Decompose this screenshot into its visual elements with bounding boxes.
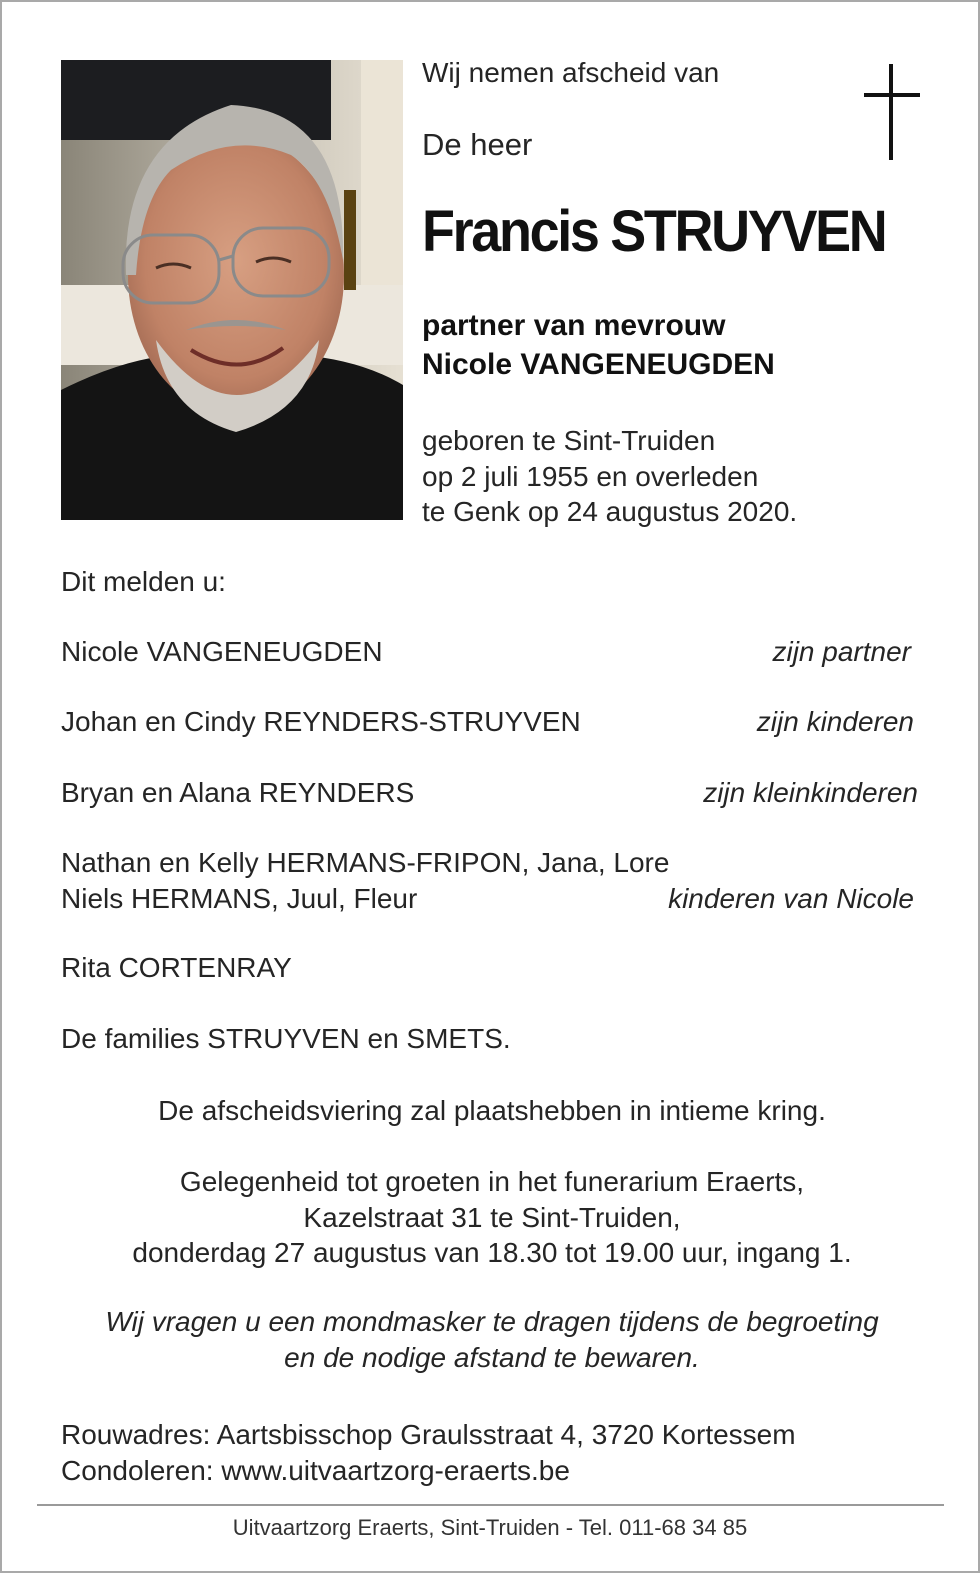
footer-divider	[37, 1504, 944, 1506]
portrait-photo	[61, 60, 403, 520]
birth-line-1: geboren te Sint-Truiden	[422, 425, 716, 456]
mourner-name: Rita CORTENRAY	[61, 952, 292, 983]
request-line-2: en de nodige afstand te bewaren.	[284, 1341, 700, 1373]
mourner-name: Bryan en Alana REYNDERS	[61, 777, 415, 808]
visitation-info	[42, 1164, 942, 1271]
birth-line-3: te Genk op 24 augustus 2020.	[422, 496, 798, 527]
footer-text: Uitvaartzorg Eraerts, Sint-Truiden - Tel. 011-68 34 85	[232, 1515, 748, 1540]
mourner-relation: zijn kinderen	[756, 706, 914, 737]
mourner-name: Johan en Cindy REYNDERS-STRUYVEN	[61, 706, 581, 737]
mourner-name-line-1: Nathan en Kelly HERMANS-FRIPON, Jana, Lore	[61, 847, 670, 878]
ceremony-text: De afscheidsviering zal plaatshebben in intieme kring.	[158, 1095, 826, 1126]
request-line-1: Wij vragen u een mondmasker te dragen tijdens de begroeting	[105, 1306, 879, 1337]
mask-request	[42, 1304, 942, 1375]
address-text: Rouwadres: Aartsbisschop Graulsstraat 4, 3720 Kortessem	[61, 1419, 796, 1450]
intro-text: Wij nemen afscheid van	[422, 57, 720, 88]
condolences-text: Condoleren: www.uitvaartzorg-eraerts.be	[61, 1455, 570, 1486]
visitation-line-2: Kazelstraat 31 te Sint-Truiden,	[303, 1201, 681, 1233]
partner-info	[422, 306, 775, 384]
mourner-relation: kinderen van Nicole	[668, 883, 914, 914]
partner-line-1: partner van mevrouw	[422, 309, 726, 342]
mourner-name: Nicole VANGENEUGDEN	[61, 636, 383, 667]
honorific: De heer	[422, 127, 533, 162]
mourner-relation: zijn partner	[772, 636, 911, 667]
visitation-line-1: Gelegenheid tot groeten in het funerarium Eraerts,	[179, 1166, 805, 1197]
deceased-name: Francis STRUYVEN	[422, 199, 886, 264]
mourner-name-line-2: Niels HERMANS, Juul, Fleur	[61, 883, 418, 914]
cross-icon	[864, 64, 920, 160]
mourner-relation: zijn kleinkinderen	[703, 777, 918, 808]
birth-death-info	[422, 423, 797, 530]
mourner-name: De families STRUYVEN en SMETS.	[61, 1023, 511, 1054]
partner-line-2: Nicole VANGENEUGDEN	[422, 348, 775, 381]
announcement-text: Dit melden u:	[61, 566, 226, 597]
visitation-line-3: donderdag 27 augustus van 18.30 tot 19.00 uur, ingang 1.	[132, 1237, 852, 1268]
birth-line-2: op 2 juli 1955 en overleden	[422, 460, 759, 492]
mourner-row	[61, 845, 914, 917]
